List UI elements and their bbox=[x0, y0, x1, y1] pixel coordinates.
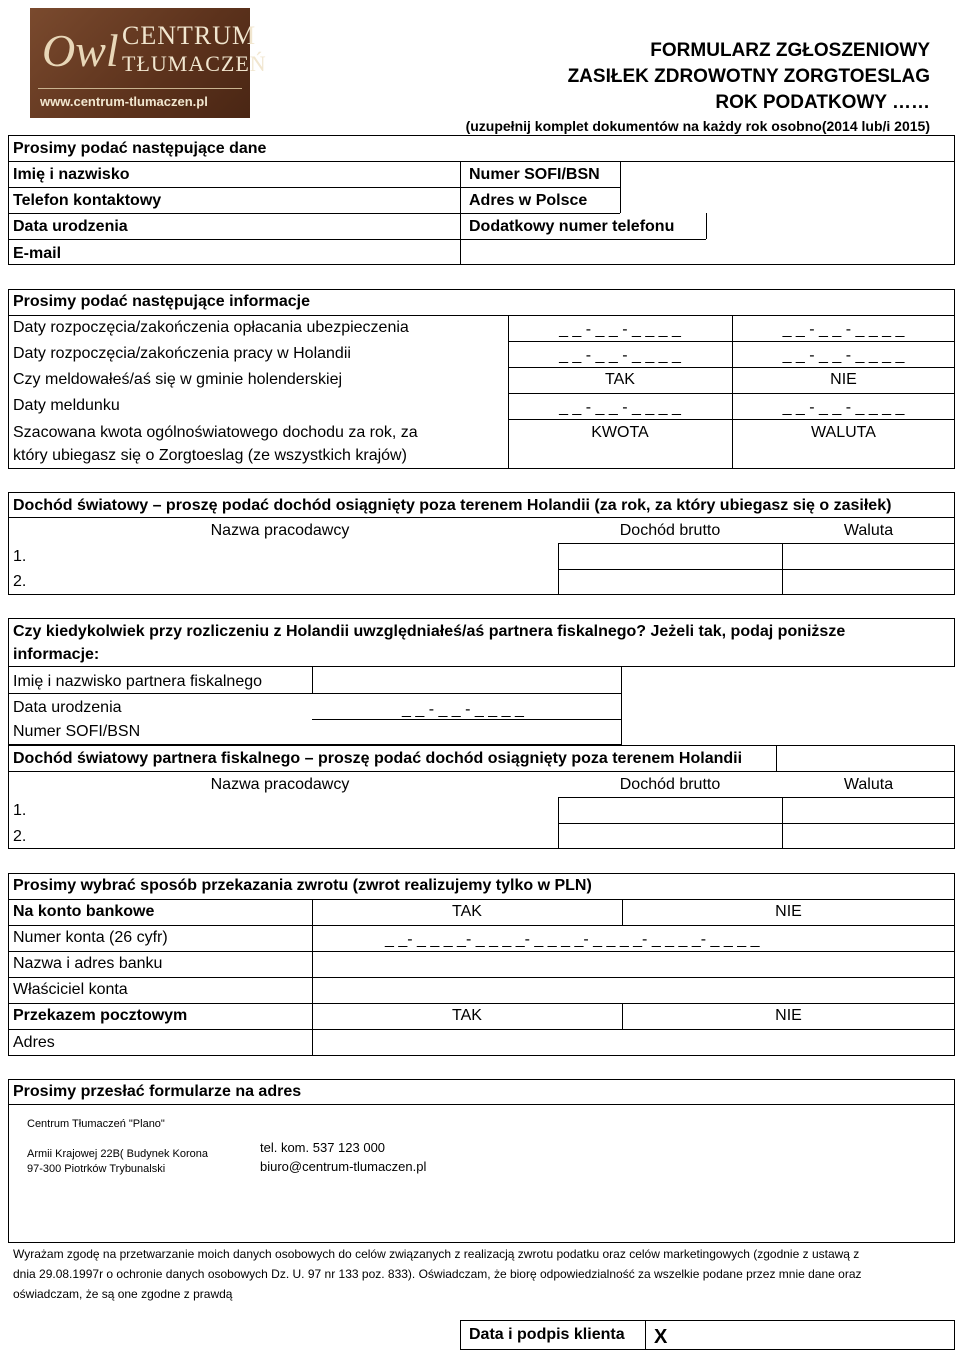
world-income-heading: Dochód światowy – proszę podać dochód osiągnięty poza terenem Holandii (za rok, za który ubiegasz się o zasiłek) bbox=[13, 497, 892, 514]
name-field[interactable] bbox=[190, 162, 458, 186]
logo-line1: CENTRUM bbox=[122, 21, 257, 50]
partner-gross-1-field[interactable] bbox=[560, 798, 781, 822]
name-label: Imię i nazwisko bbox=[13, 166, 130, 183]
employer-1-field[interactable] bbox=[30, 544, 557, 568]
partner-employer-1-field[interactable] bbox=[30, 798, 557, 822]
refund-heading: Prosimy wybrać sposób przekazania zwrotu (zwrot realizujemy tylko w PLN) bbox=[13, 877, 592, 894]
currency-1-field[interactable] bbox=[784, 544, 954, 568]
partner-income-heading: Dochód światowy partnera fiskalnego – proszę podać dochód osiągnięty poza terenem Holandii bbox=[13, 750, 743, 767]
logo-divider bbox=[38, 88, 242, 89]
income-row-1: 1. bbox=[13, 548, 27, 565]
company-phone: tel. kom. 537 123 000 bbox=[260, 1140, 386, 1155]
bank-transfer-no-option[interactable]: NIE bbox=[775, 903, 802, 920]
sofi-label: Numer SOFI/BSN bbox=[469, 166, 600, 183]
postal-address-label: Adres bbox=[13, 1034, 55, 1051]
form-instruction: (uzupełnij komplet dokumentów na każdy rok osobno(2014 lub/i 2015) bbox=[465, 118, 930, 134]
registration-dates-label: Daty meldunku bbox=[13, 397, 120, 414]
phone-label: Telefon kontaktowy bbox=[13, 192, 162, 209]
insurance-end-date[interactable]: _ _ - _ _ - _ _ _ _ bbox=[782, 321, 905, 338]
partner-col-employer: Nazwa pracodawcy bbox=[210, 776, 350, 793]
info-heading: Prosimy podać następujące informacje bbox=[13, 293, 310, 310]
postal-order-yes-option[interactable]: TAK bbox=[452, 1007, 482, 1024]
work-end-date[interactable]: _ _ - _ _ - _ _ _ _ bbox=[782, 347, 905, 364]
partner-income-row-2: 2. bbox=[13, 828, 27, 845]
registration-start-date[interactable]: _ _ - _ _ - _ _ _ _ bbox=[559, 399, 681, 416]
email-field[interactable] bbox=[90, 240, 458, 264]
bank-name-field[interactable] bbox=[314, 952, 954, 976]
partner-col-gross: Dochód brutto bbox=[619, 776, 721, 793]
postal-address-field[interactable] bbox=[314, 1030, 954, 1055]
registered-no-option[interactable]: NIE bbox=[830, 371, 857, 388]
company-city: 97-300 Piotrków Trybunalski bbox=[27, 1163, 166, 1175]
bank-transfer-yes-option[interactable]: TAK bbox=[452, 903, 482, 920]
company-street: Armii Krajowej 22B( Budynek Korona bbox=[27, 1148, 208, 1160]
postal-order-no-option[interactable]: NIE bbox=[775, 1007, 802, 1024]
consent-line-3: oświadczam, że są one zgodne z prawdą bbox=[13, 1287, 233, 1301]
account-number-field[interactable]: _ _- _ _ _ _- _ _ _ _- _ _ _ _- _ _ _ _- _ _ _ _- _ _ _ _ bbox=[385, 931, 760, 948]
col-employer: Nazwa pracodawcy bbox=[210, 522, 350, 539]
income-estimate-label-1: Szacowana kwota ogólnoświatowego dochodu za rok, za bbox=[13, 424, 418, 441]
partner-employer-2-field[interactable] bbox=[30, 824, 557, 848]
signature-label: Data i podpis klienta bbox=[469, 1326, 625, 1343]
dob-label: Data urodzenia bbox=[13, 218, 128, 235]
registration-end-date[interactable]: _ _ - _ _ - _ _ _ _ bbox=[782, 399, 905, 416]
gross-2-field[interactable] bbox=[560, 570, 781, 594]
form-title: FORMULARZ ZGŁOSZENIOWY bbox=[650, 40, 930, 61]
partner-currency-1-field[interactable] bbox=[784, 798, 954, 822]
income-currency-field[interactable]: WALUTA bbox=[811, 424, 876, 441]
currency-2-field[interactable] bbox=[784, 570, 954, 594]
consent-line-1: Wyrażam zgodę na przetwarzanie moich danych osobowych do celów związanych z realizacją zwrotu podatku oraz celów marketingowych (zgodnie z ustawą z bbox=[13, 1247, 860, 1261]
form-subtitle: ZASIŁEK ZDROWOTNY ZORGTOESLAG bbox=[567, 66, 930, 87]
postal-order-label: Przekazem pocztowym bbox=[13, 1007, 188, 1024]
partner-sofi-label: Numer SOFI/BSN bbox=[13, 723, 141, 740]
address-pl-field[interactable] bbox=[622, 188, 954, 212]
partner-dob-label: Data urodzenia bbox=[13, 699, 122, 716]
send-heading: Prosimy przesłać formularze na adres bbox=[13, 1083, 302, 1100]
account-number-label: Numer konta (26 cyfr) bbox=[13, 929, 168, 946]
phone-field[interactable] bbox=[210, 188, 458, 212]
extra-phone-label: Dodatkowy numer telefonu bbox=[469, 218, 675, 235]
account-owner-field[interactable] bbox=[314, 978, 954, 1002]
company-email[interactable]: biuro@centrum-tlumaczen.pl bbox=[260, 1159, 427, 1174]
partner-dob-field[interactable]: _ _ - _ _ - _ _ _ _ bbox=[402, 701, 524, 718]
account-owner-label: Właściciel konta bbox=[13, 981, 128, 998]
sofi-field[interactable] bbox=[622, 162, 954, 186]
gross-1-field[interactable] bbox=[560, 544, 781, 568]
work-start-date[interactable]: _ _ - _ _ - _ _ _ _ bbox=[559, 347, 681, 364]
registered-yes-option[interactable]: TAK bbox=[605, 371, 635, 388]
signature-field[interactable] bbox=[646, 1320, 955, 1350]
partner-question-1: Czy kiedykolwiek przy rozliczeniu z Holandii uwzględniałeś/aś partnera fiskalnego? Jeżeli tak, podaj poniższe bbox=[13, 623, 846, 640]
logo-line2: TŁUMACZEŃ bbox=[122, 51, 267, 76]
work-dates-label: Daty rozpoczęcia/zakończenia pracy w Holandii bbox=[13, 345, 351, 362]
personal-heading: Prosimy podać następujące dane bbox=[13, 140, 267, 157]
income-estimate-label-2: który ubiegasz się o Zorgtoeslag (ze wszystkich krajów) bbox=[13, 447, 407, 464]
partner-name-label: Imię i nazwisko partnera fiskalnego bbox=[13, 673, 263, 690]
extra-phone-field[interactable] bbox=[708, 214, 954, 238]
company-logo bbox=[30, 8, 267, 118]
partner-col-currency: Waluta bbox=[843, 776, 894, 793]
tax-year: ROK PODATKOWY …… bbox=[715, 92, 930, 113]
bank-transfer-label: Na konto bankowe bbox=[13, 903, 155, 920]
col-gross-income: Dochód brutto bbox=[619, 522, 721, 539]
employer-2-field[interactable] bbox=[30, 570, 557, 594]
consent-line-2: dnia 29.08.1997r o ochronie danych osobowych Dz. U. 97 nr 133 poz. 833). Oświadczam, że biorę odpowiedzialność za wszelkie podane przez mnie dane oraz bbox=[13, 1267, 862, 1281]
partner-income-row-1: 1. bbox=[13, 802, 27, 819]
logo-url: www.centrum-tlumaczen.pl bbox=[40, 94, 208, 109]
company-name: Centrum Tłumaczeń "Plano" bbox=[27, 1118, 165, 1130]
owl-logo-icon: Owl bbox=[42, 25, 119, 76]
insurance-start-date[interactable]: _ _ - _ _ - _ _ _ _ bbox=[559, 321, 681, 338]
dob-field[interactable] bbox=[190, 214, 458, 238]
email-label: E-mail bbox=[13, 245, 62, 262]
income-row-2: 2. bbox=[13, 573, 27, 590]
bank-name-label: Nazwa i adres banku bbox=[13, 955, 163, 972]
col-currency: Waluta bbox=[843, 522, 894, 539]
address-pl-label: Adres w Polsce bbox=[469, 192, 588, 209]
partner-gross-2-field[interactable] bbox=[560, 824, 781, 848]
registered-label: Czy meldowałeś/aś się w gminie holenderskiej bbox=[13, 371, 343, 388]
partner-question-2: informacje: bbox=[13, 646, 100, 663]
income-amount-field[interactable]: KWOTA bbox=[591, 424, 649, 441]
signature-mark: X bbox=[654, 1326, 668, 1348]
partner-sofi-field[interactable] bbox=[314, 720, 620, 744]
partner-name-field[interactable] bbox=[314, 668, 620, 692]
partner-currency-2-field[interactable] bbox=[784, 824, 954, 848]
insurance-dates-label: Daty rozpoczęcia/zakończenia opłacania ubezpieczenia bbox=[13, 319, 409, 336]
